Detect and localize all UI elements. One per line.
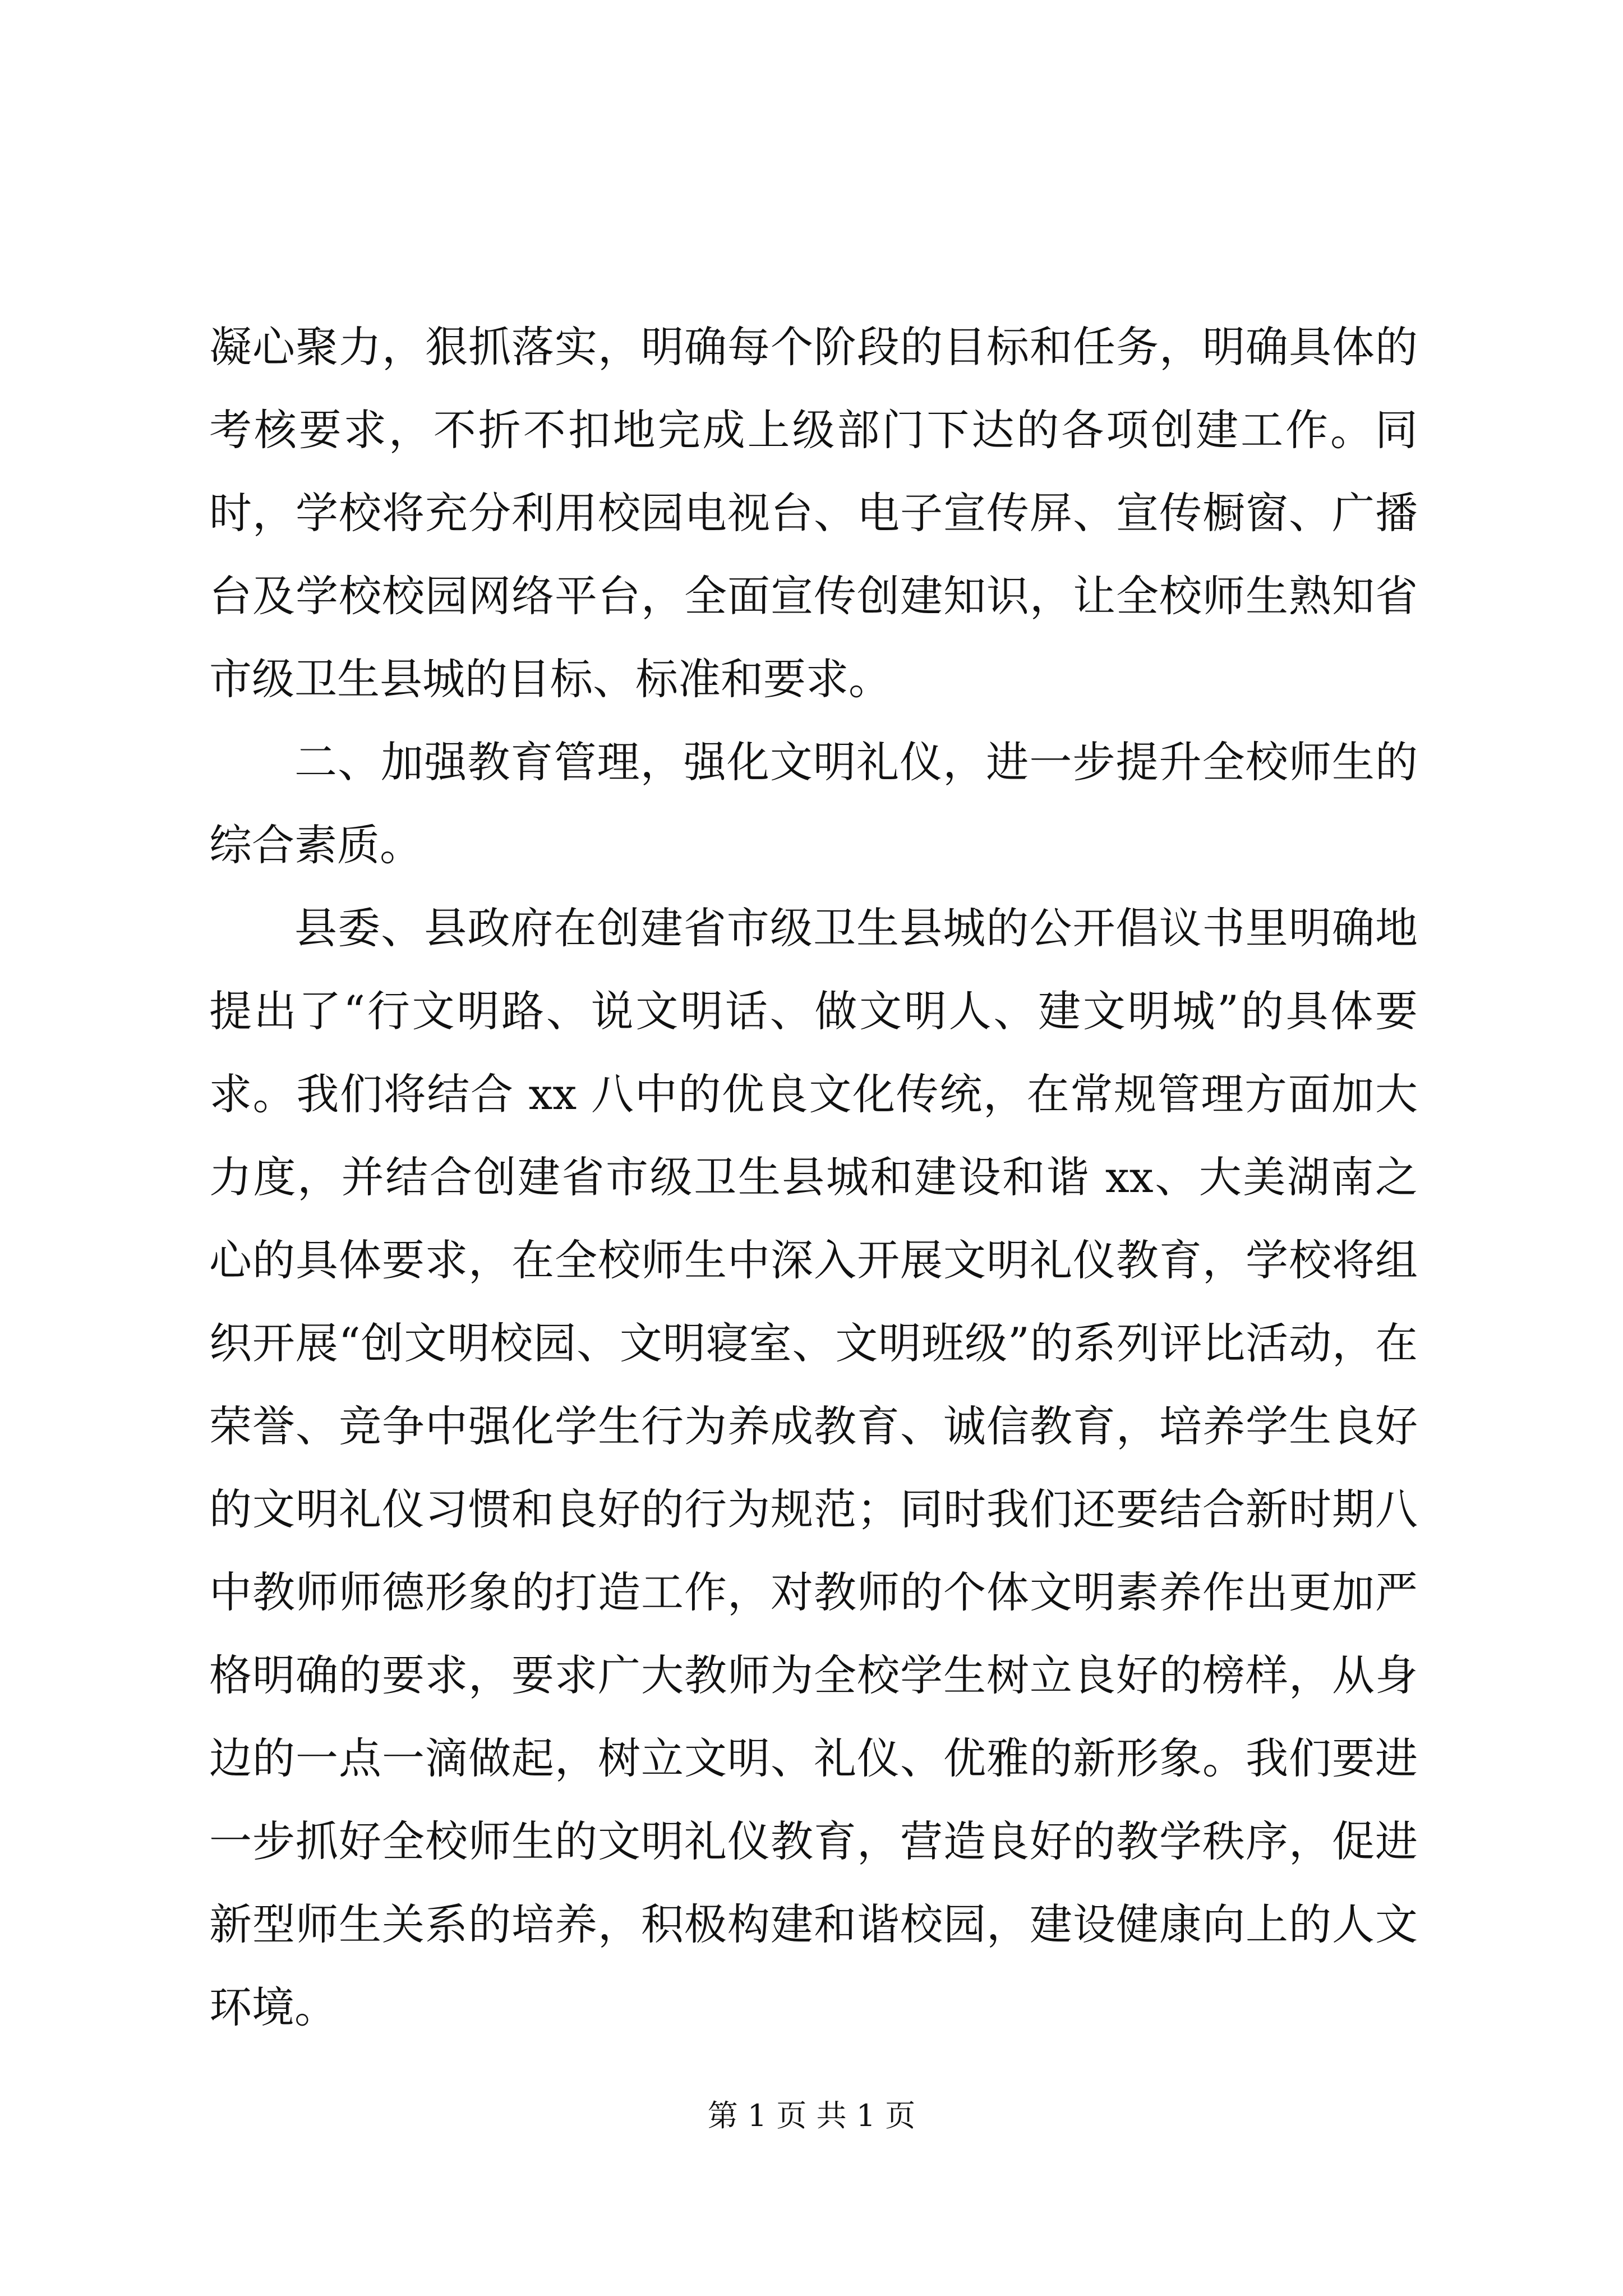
page-footer: 第 1 页 共 1 页: [707, 2098, 916, 2133]
paragraph-body: 县委、县政府在创建省市级卫生县城的公开倡议书里明确地提出了“行文明路、说文明话、做文明人、建文明城”的具体要求。我们将结合 xx 八中的优良文化传统，在常规管理方面加大力度，并结合创建省市级卫生县城和建设和谐 xx、大美湖南之心的具体要求，在全校师生中深入开展文明礼仪教育，学校将组织开展“创文明校园、文明寝室、文明班级”的系列评比活动，在荣誉、竞争中强化学生行为养成教育、诚信教育，培养学生良好的文明礼仪习惯和良好的行为规范；同时我们还要结合新时期八中教师师德形象的打造工作，对教师的个体文明素养作出更加严格明确的要求，要求广大教师为全校学生树立良好的榜样，从身边的一点一滴做起，树立文明、礼仪、优雅的新形象。我们要进一步抓好全校师生的文明礼仪教育，营造良好的教学秩序，促进新型师生关系的培养，积极构建和谐校园，建设健康向上的人文环境。: [209, 903, 1418, 2032]
document-body: [209, 306, 1418, 2049]
section-heading-two: 二、加强教育管理，强化文明礼仪，进一步提升全校师生的综合素质。: [209, 737, 1418, 870]
paragraph-continuation: 凝心聚力，狠抓落实，明确每个阶段的目标和任务，明确具体的考核要求，不折不扣地完成上级部门下达的各项创建工作。同时，学校将充分利用校园电视台、电子宣传屏、宣传橱窗、广播台及学校校园网络平台，全面宣传创建知识，让全校师生熟知省市级卫生县城的目标、标准和要求。: [209, 322, 1418, 704]
